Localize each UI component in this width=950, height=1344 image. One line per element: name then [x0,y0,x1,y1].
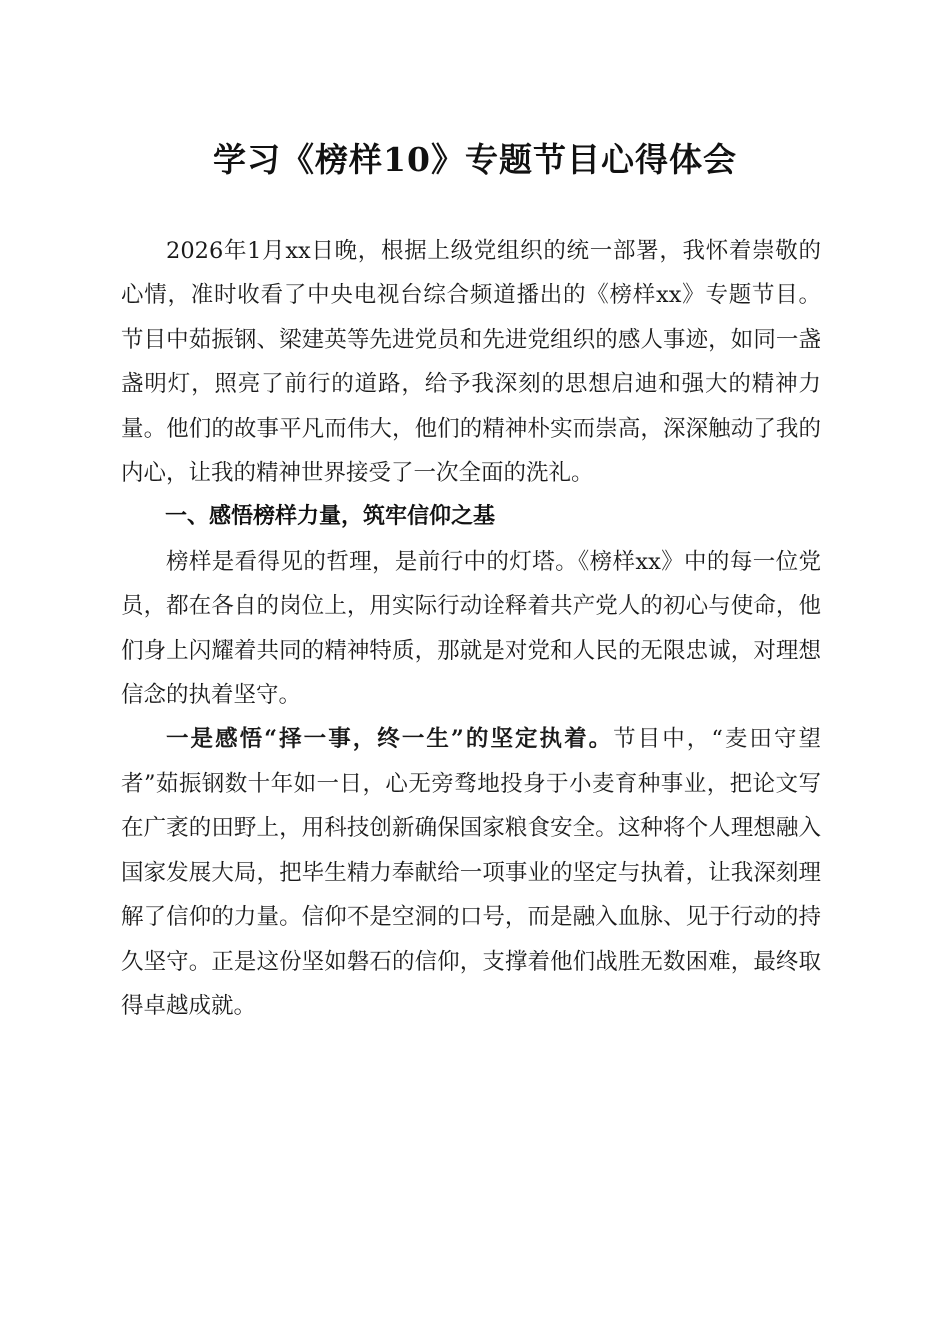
intro-paragraph: 2026年1月xx日晚，根据上级党组织的统一部署，我怀着崇敬的心情，准时收看了中央电视台综合频道播出的《榜样xx》专题节目。节目中茹振钢、梁建英等先进党员和先进党组织的感人事迹，如同一盏盏明灯，照亮了前行的道路，给予我深刻的思想启迪和强大的精神力量。他们的故事平凡而伟大，他们的精神朴实而崇高，深深触动了我的内心，让我的精神世界接受了一次全面的洗礼。 [121,238,821,487]
document-title: 学习《榜样10》专题节目心得体会 [213,140,737,179]
point-lead: 一是感悟“择一事，终一生”的坚定执着。 [166,726,614,753]
point-text: 节目中，“麦田守望者”茹振钢数十年如一日，心无旁骛地投身于小麦育种事业，把论文写在广袤的田野上，用科技创新确保国家粮食安全。这种将个人理想融入国家发展大局，把毕生精力奉献给一项事业的坚定与执着，让我深刻理解了信仰的力量。信仰不是空洞的口号，而是融入血脉、见于行动的持久坚守。正是这份坚如磐石的信仰，支撑着他们战胜无数困难，最终取得卓越成就。 [121,726,821,1019]
section-paragraph: 榜样是看得见的哲理，是前行中的灯塔。《榜样xx》中的每一位党员，都在各自的岗位上，用实际行动诠释着共产党人的初心与使命，他们身上闪耀着共同的精神特质，那就是对党和人民的无限忠诚，对理想信念的执着坚守。 [121,548,821,709]
section-heading: 一、感悟榜样力量，筑牢信仰之基 [165,504,496,530]
document-body [121,229,821,1028]
point-paragraph [121,717,821,1028]
